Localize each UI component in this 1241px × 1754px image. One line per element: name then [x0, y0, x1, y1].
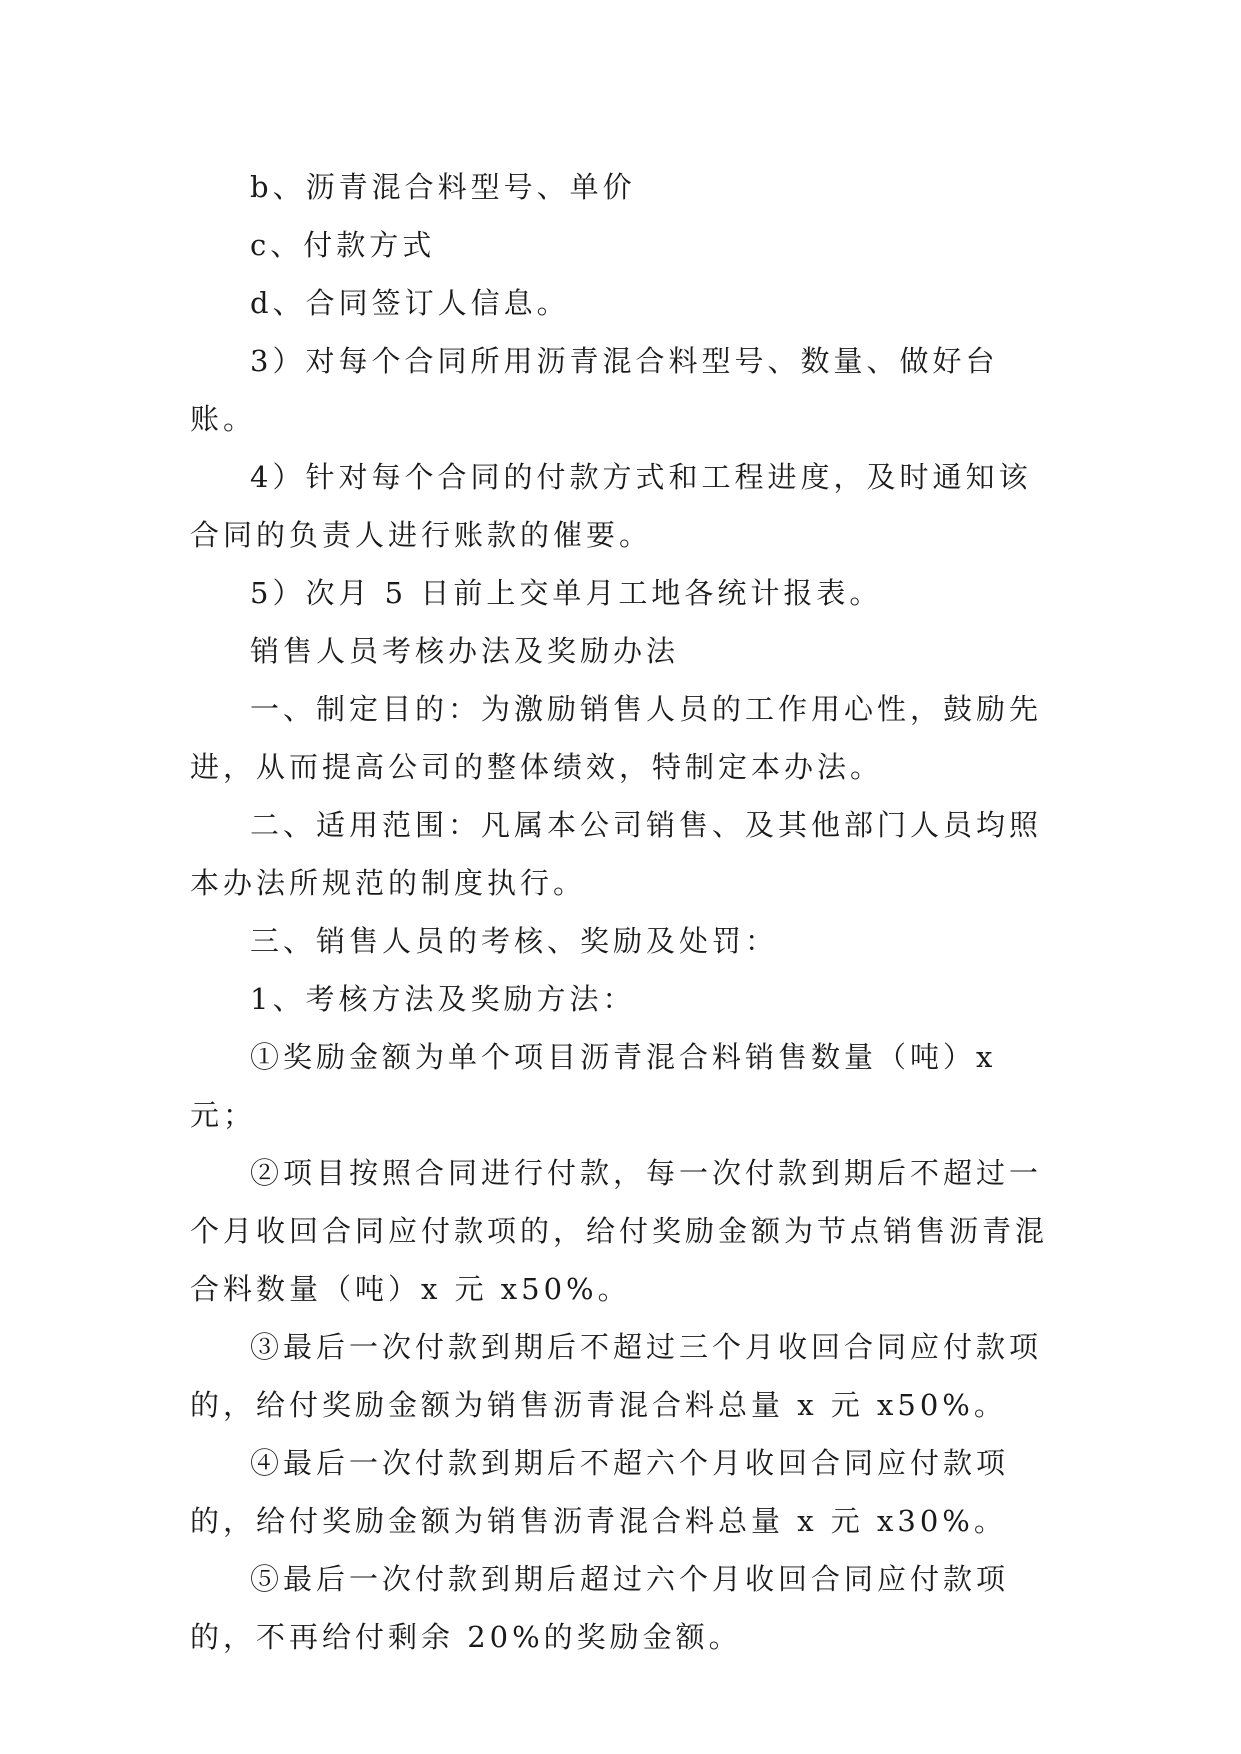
paragraph: 4）针对每个合同的付款方式和工程进度，及时通知该合同的负责人进行账款的催要。 [190, 460, 1032, 552]
paragraph: 三、销售人员的考核、奖励及处罚： [250, 924, 779, 958]
paragraph: ⑤最后一次付款到期后超过六个月收回合同应付款项的，不再给付剩余 20%的奖励金额。 [190, 1562, 1010, 1654]
paragraph: 3）对每个合同所用沥青混合料型号、数量、做好台账。 [190, 344, 999, 436]
paragraph: ②项目按照合同进行付款，每一次付款到期后不超过一个月收回合同应付款项的，给付奖励金额为节点销售沥青混合料数量（吨）x 元 x50%。 [190, 1156, 1049, 1306]
paragraph: 5）次月 5 日前上交单月工地各统计报表。 [250, 576, 883, 610]
paragraph: b、沥青混合料型号、单价 [250, 170, 636, 204]
paragraph: d、合同签订人信息。 [250, 286, 570, 320]
document-body [190, 158, 1060, 1666]
paragraph: 一、制定目的：为激励销售人员的工作用心性，鼓励先进，从而提高公司的整体绩效，特制定本办法。 [190, 692, 1043, 784]
section-title: 销售人员考核办法及奖励办法 [250, 634, 680, 668]
paragraph: c、付款方式 [250, 228, 436, 262]
paragraph: 1、考核方法及奖励方法： [250, 982, 636, 1016]
paragraph: 二、适用范围：凡属本公司销售、及其他部门人员均照本办法所规范的制度执行。 [190, 808, 1043, 900]
paragraph: ①奖励金额为单个项目沥青混合料销售数量（吨）x 元； [190, 1040, 997, 1132]
paragraph: ④最后一次付款到期后不超六个月收回合同应付款项的，给付奖励金额为销售沥青混合料总量 x 元 x30%。 [190, 1446, 1010, 1538]
paragraph: ③最后一次付款到期后不超过三个月收回合同应付款项的，给付奖励金额为销售沥青混合料总量 x 元 x50%。 [190, 1330, 1043, 1422]
